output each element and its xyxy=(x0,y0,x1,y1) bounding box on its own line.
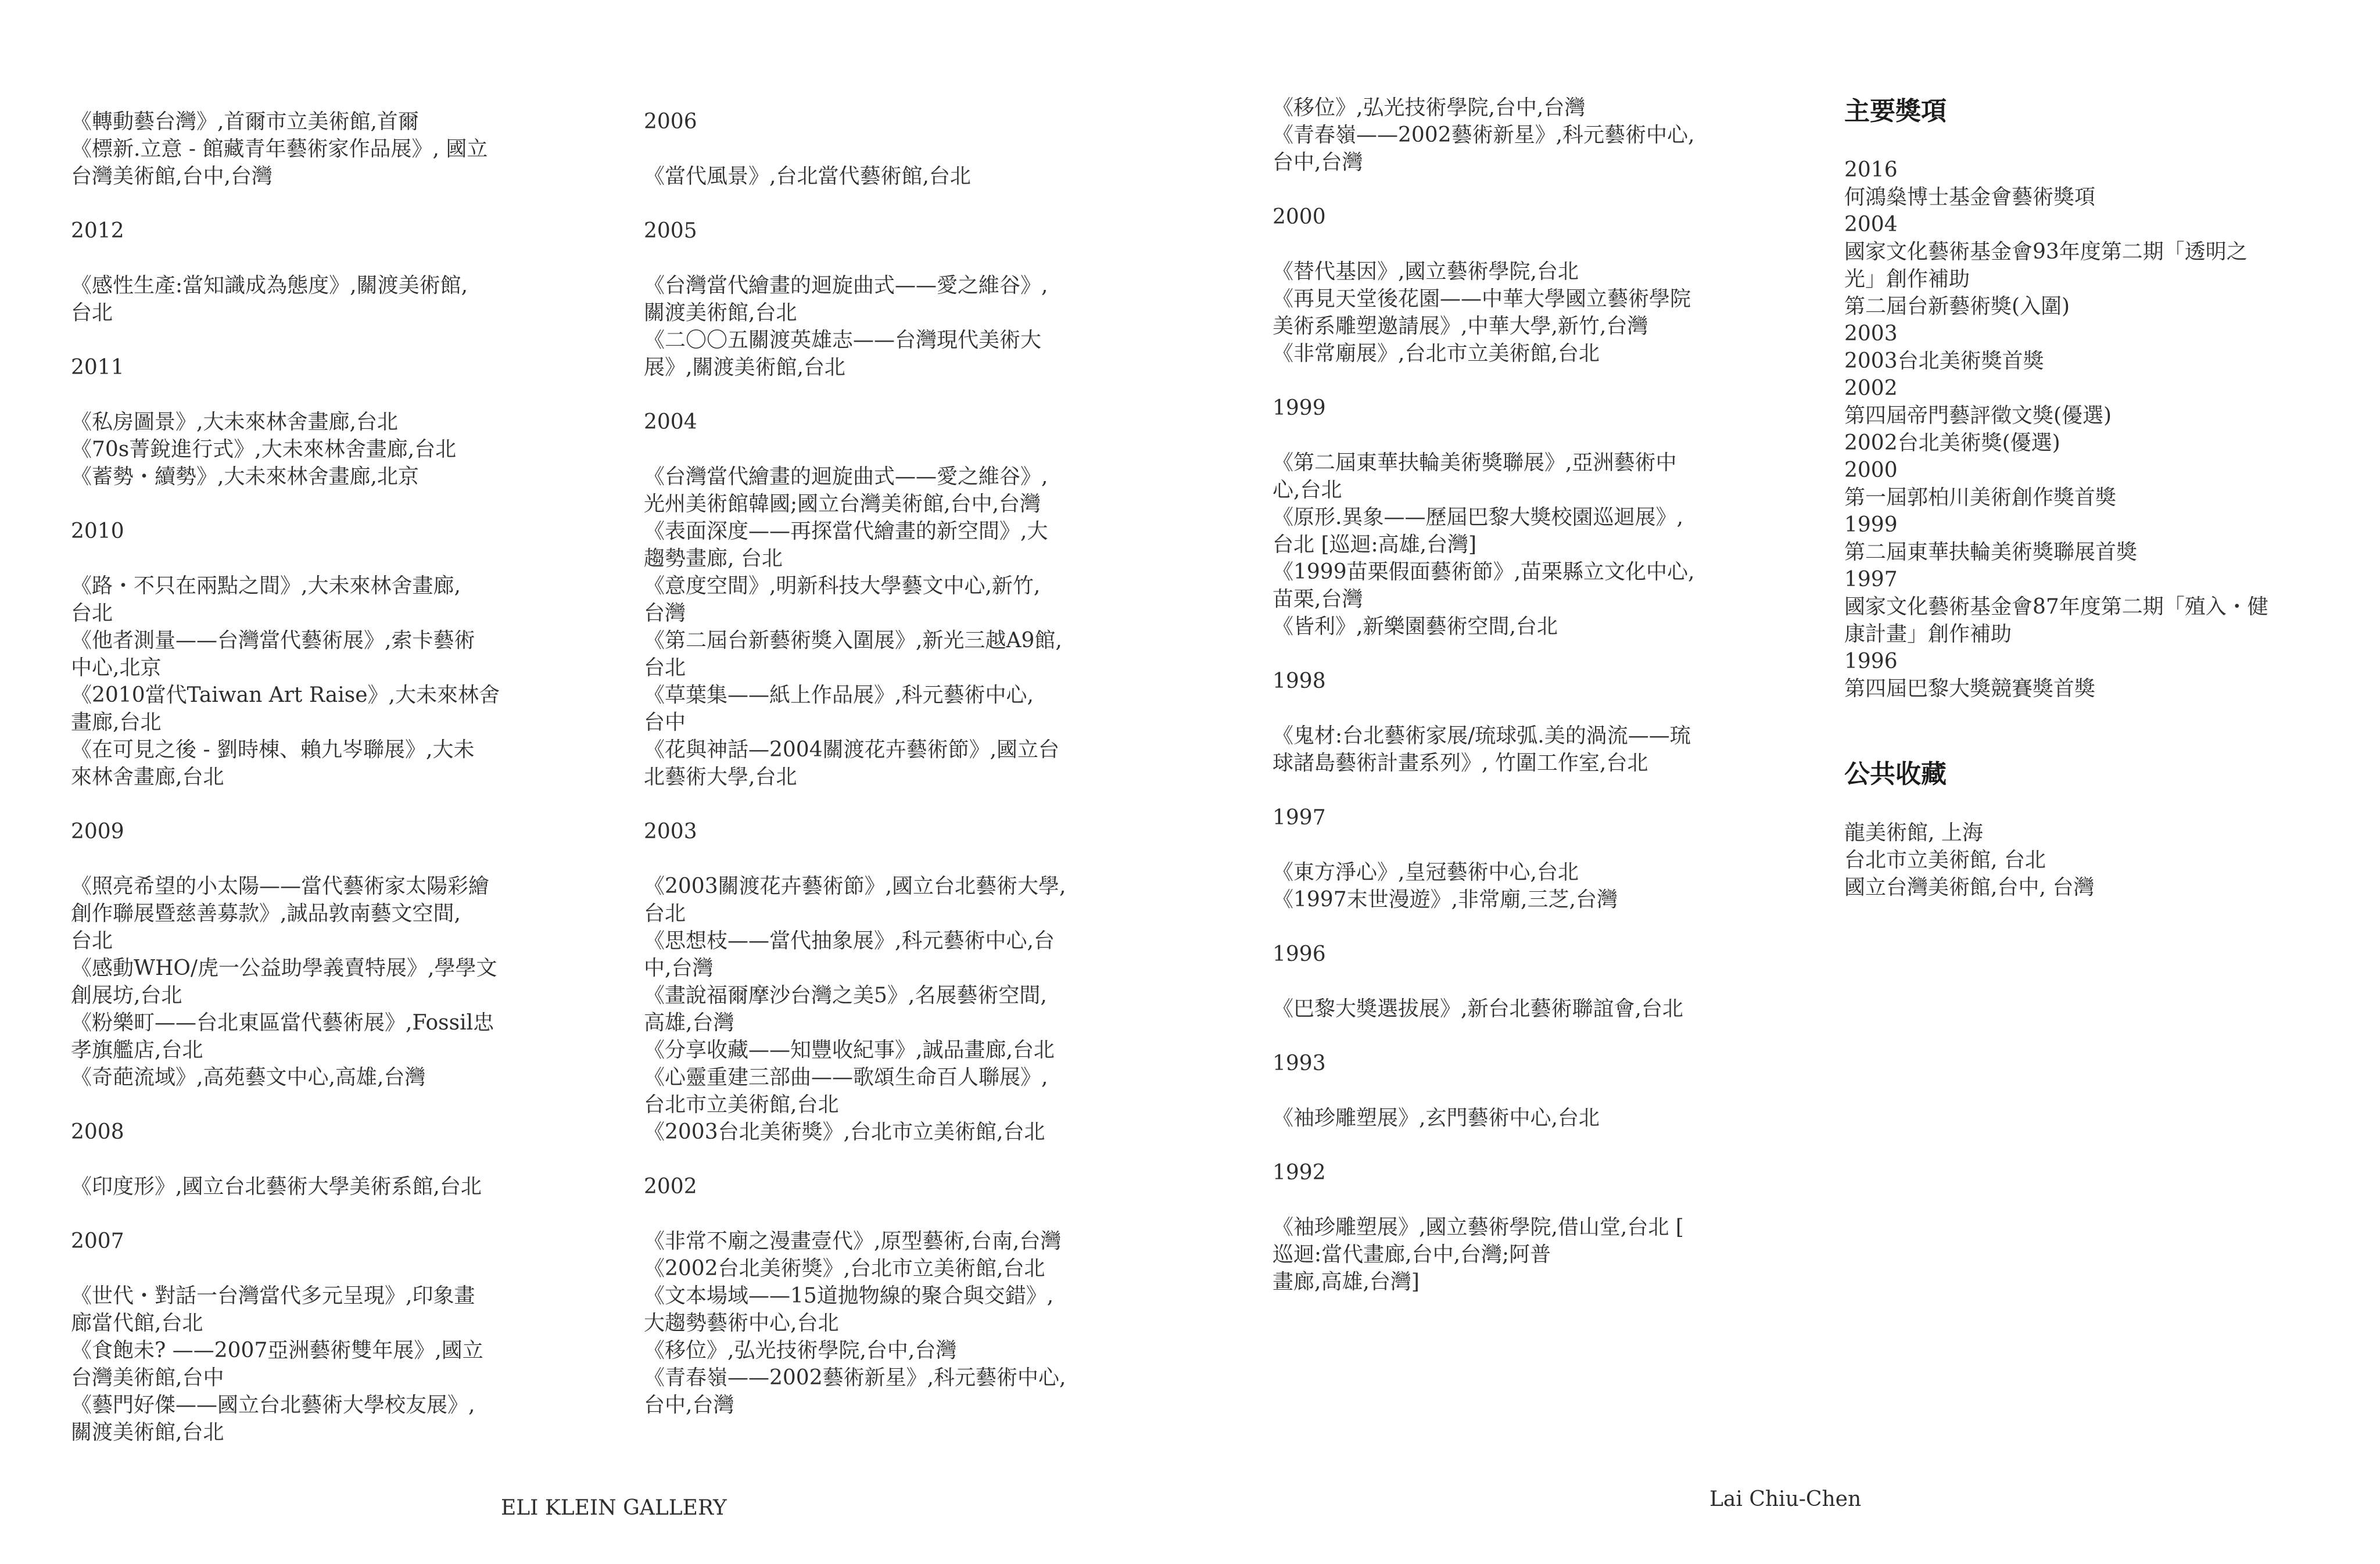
year-label: 2000 xyxy=(1273,205,1326,229)
list-entry: 《青春嶺——2002藝術新星》,科元藝術中心, xyxy=(1273,123,1695,147)
spacer xyxy=(71,845,530,873)
list-entry: 《私房圖景》,大未來林舍畫廊,台北 xyxy=(71,410,398,434)
list-entry: 《心靈重建三部曲——歌頌生命百人聯展》, xyxy=(644,1066,1048,1089)
list-entry: 《替代基因》,國立藝術學院,台北 xyxy=(1273,260,1579,284)
list-entry: 《印度形》,國立台北藝術大學美術系館,台北 xyxy=(71,1175,482,1199)
list-entry: 畫廊,台北 xyxy=(71,711,162,734)
list-entry: 《畫說福爾摩沙台灣之美5》,名展藝術空間, xyxy=(644,984,1047,1007)
list-entry: 《轉動藝台灣》,首爾市立美術館,首爾 xyxy=(71,110,419,134)
spacer xyxy=(1273,695,1732,722)
year-label: 1997 xyxy=(1844,568,1898,591)
spacer xyxy=(1273,640,1732,668)
list-entry: 《2003關渡花卉藝術節》,國立台北藝術大學, xyxy=(644,874,1066,898)
list-entry: 《感性生產:當知識成為態度》,關渡美術館, xyxy=(71,274,468,297)
list-entry: 《第二屆台新藝術獎入圍展》,新光三越A9館, xyxy=(644,629,1062,652)
spacer xyxy=(1273,913,1732,941)
exhibition-list-column-2 xyxy=(644,108,1103,1419)
list-entry: 《草葉集——紙上作品展》,科元藝術中心, xyxy=(644,683,1034,707)
awards-heading: 主要獎項 xyxy=(1844,96,1947,126)
right-page xyxy=(1190,0,2380,1564)
year-label: 1998 xyxy=(1273,669,1326,693)
spacer xyxy=(644,1146,1103,1173)
spacer xyxy=(644,190,1103,217)
year-label: 2006 xyxy=(644,110,697,134)
list-entry: 台灣美術館,台中,台灣 xyxy=(71,164,273,188)
list-entry: 《青春嶺——2002藝術新星》,科元藝術中心, xyxy=(644,1366,1066,1390)
list-entry: 《東方淨心》,皇冠藝術中心,台北 xyxy=(1273,860,1579,884)
list-entry: 台中 xyxy=(644,711,686,734)
list-entry: 《世代・對話一台灣當代多元呈現》,印象畫 xyxy=(71,1284,475,1308)
list-entry: 《袖珍雕塑展》,玄門藝術中心,台北 xyxy=(1273,1106,1600,1130)
year-label: 2005 xyxy=(644,219,697,243)
year-label: 1993 xyxy=(1273,1052,1326,1075)
list-entry: 巡迴:當代畫廊,台中,台灣;阿普 xyxy=(1273,1243,1551,1267)
spacer xyxy=(71,381,530,408)
spacer xyxy=(644,791,1103,818)
year-label: 1997 xyxy=(1273,806,1326,830)
year-label: 2011 xyxy=(71,356,124,379)
spacer xyxy=(71,490,530,518)
list-entry: 台灣 xyxy=(644,601,686,625)
spacer xyxy=(644,245,1103,272)
list-entry: 球諸島藝術計畫系列》, 竹圍工作室,台北 xyxy=(1273,751,1648,775)
spacer xyxy=(1273,968,1732,995)
spacer xyxy=(71,190,530,217)
list-entry: 台北 xyxy=(71,929,113,953)
list-entry: 第二屆台新藝術獎(入圍) xyxy=(1844,295,2070,318)
list-entry: 康計畫」創作補助 xyxy=(1844,622,2012,646)
list-entry: 《台灣當代繪畫的迴旋曲式——愛之維谷》, xyxy=(644,274,1048,297)
list-entry: 《感動WHO/虎一公益助學義賣特展》,學學文 xyxy=(71,956,497,980)
list-entry: 台北 [巡迴:高雄,台灣] xyxy=(1273,533,1477,557)
list-entry: 《非常廟展》,台北市立美術館,台北 xyxy=(1273,342,1600,365)
list-entry: 關渡美術館,台北 xyxy=(71,1420,224,1444)
list-entry: 創展坊,台北 xyxy=(71,984,182,1007)
awards-collections-column xyxy=(1844,94,2332,901)
awards-list xyxy=(1844,156,2332,702)
spacer xyxy=(71,245,530,272)
list-entry: 《2010當代Taiwan Art Raise》,大未來林舍 xyxy=(71,683,500,707)
spacer xyxy=(71,1200,530,1228)
artist-name-footer: Lai Chiu-Chen xyxy=(1709,1487,1862,1511)
list-entry: 第四屆巴黎大獎競賽獎首獎 xyxy=(1844,677,2096,701)
year-label: 2002 xyxy=(644,1175,697,1199)
list-entry: 高雄,台灣 xyxy=(644,1011,734,1035)
list-entry: 《1997末世漫遊》,非常廟,三芝,台灣 xyxy=(1273,888,1618,912)
list-entry: 展》,關渡美術館,台北 xyxy=(644,356,845,379)
list-entry: 《路・不只在兩點之間》,大未來林舍畫廊, xyxy=(71,574,461,598)
list-entry: 《皆利》,新樂園藝術空間,台北 xyxy=(1273,615,1558,638)
list-entry: 廊當代館,台北 xyxy=(71,1311,203,1335)
year-label: 2003 xyxy=(644,820,697,844)
list-entry: 《袖珍雕塑展》,國立藝術學院,借山堂,台北 [ xyxy=(1273,1215,1684,1239)
list-entry: 台中,台灣 xyxy=(1273,150,1363,174)
spacer xyxy=(644,381,1103,408)
collections-list xyxy=(1844,819,2332,901)
gallery-footer: ELI KLEIN GALLERY xyxy=(501,1496,727,1520)
year-label: 1999 xyxy=(1844,513,1898,537)
list-entry: 《花與神話—2004關渡花卉藝術節》,國立台 xyxy=(644,738,1060,762)
year-label: 2004 xyxy=(644,410,697,434)
list-entry: 《1999苗栗假面藝術節》,苗栗縣立文化中心, xyxy=(1273,560,1695,584)
list-entry: 孝旗艦店,台北 xyxy=(71,1038,203,1062)
list-entry: 《2003台北美術獎》,台北市立美術館,台北 xyxy=(644,1120,1045,1144)
year-label: 2002 xyxy=(1844,376,1898,400)
spacer xyxy=(1273,1186,1732,1214)
list-entry: 台灣美術館,台中 xyxy=(71,1366,224,1390)
list-entry: 大趨勢藝術中心,台北 xyxy=(644,1311,839,1335)
list-entry: 《標新.立意 - 館藏青年藝術家作品展》, 國立 xyxy=(71,137,488,161)
exhibition-list-column-1 xyxy=(71,108,530,1446)
spacer xyxy=(1273,777,1732,804)
list-entry: 《非常不廟之漫畫壹代》,原型藝術,台南,台灣 xyxy=(644,1229,1062,1253)
list-entry: 第一屆郭柏川美術創作獎首獎 xyxy=(1844,486,2117,510)
spacer xyxy=(1273,1023,1732,1050)
list-entry: 《二〇〇五關渡英雄志——台灣現代美術大 xyxy=(644,328,1042,352)
year-label: 2008 xyxy=(71,1120,124,1144)
year-label: 1996 xyxy=(1844,650,1898,673)
list-entry: 《蓄勢・續勢》,大未來林舍畫廊,北京 xyxy=(71,465,419,489)
year-label: 1992 xyxy=(1273,1161,1326,1185)
spacer xyxy=(1273,831,1732,859)
list-entry: 《藝門好傑——國立台北藝術大學校友展》, xyxy=(71,1393,475,1417)
list-entry: 《當代風景》,台北當代藝術館,台北 xyxy=(644,164,971,188)
collections-heading: 公共收藏 xyxy=(1844,759,1947,789)
list-entry: 龍美術館, 上海 xyxy=(1844,821,1983,845)
list-entry: 《移位》,弘光技術學院,台中,台灣 xyxy=(1273,96,1586,120)
year-label: 2007 xyxy=(71,1229,124,1253)
spacer xyxy=(1273,1132,1732,1159)
exhibition-list-column-3 xyxy=(1273,94,1732,1296)
list-entry: 《巴黎大獎選拔展》,新台北藝術聯誼會,台北 xyxy=(1273,997,1683,1021)
spacer xyxy=(71,1146,530,1173)
year-label: 2012 xyxy=(71,219,124,243)
list-entry: 第四屆帝門藝評徵文獎(優選) xyxy=(1844,404,2112,428)
list-entry: 2002台北美術獎(優選) xyxy=(1844,431,2060,455)
year-label: 2000 xyxy=(1844,458,1898,482)
list-entry: 《文本場域——15道拋物線的聚合與交錯》, xyxy=(644,1284,1054,1308)
list-entry: 《粉樂町——台北東區當代藝術展》,Fossil忠 xyxy=(71,1011,494,1035)
list-entry: 何鴻燊博士基金會藝術獎項 xyxy=(1844,185,2096,209)
spacer xyxy=(1273,367,1732,394)
list-entry: 台北 xyxy=(71,301,113,325)
list-entry: 光」創作補助 xyxy=(1844,267,1970,291)
spacer xyxy=(71,545,530,572)
year-label: 1999 xyxy=(1273,396,1326,420)
spacer xyxy=(644,1200,1103,1228)
list-entry: 心,台北 xyxy=(1273,478,1342,502)
list-entry: 《思想枝——當代抽象展》,科元藝術中心,台 xyxy=(644,929,1055,953)
spacer xyxy=(71,791,530,818)
spacer xyxy=(644,845,1103,873)
list-entry: 《原形.異象——歷屆巴黎大獎校園巡迴展》, xyxy=(1273,505,1683,529)
spacer xyxy=(71,1255,530,1282)
list-entry: 《食飽未? ——2007亞洲藝術雙年展》,國立 xyxy=(71,1339,483,1362)
list-entry: 《意度空間》,明新科技大學藝文中心,新竹, xyxy=(644,574,1041,598)
list-entry: 《移位》,弘光技術學院,台中,台灣 xyxy=(644,1339,957,1362)
list-entry: 創作聯展暨慈善募款》,誠品敦南藝文空間, xyxy=(71,902,461,926)
list-entry: 畫廊,高雄,台灣] xyxy=(1273,1270,1420,1294)
list-entry: 台北市立美術館, 台北 xyxy=(1844,848,2046,872)
spacer xyxy=(644,436,1103,463)
year-label: 2010 xyxy=(71,519,124,543)
list-entry: 第二屆東華扶輪美術獎聯展首獎 xyxy=(1844,540,2138,564)
list-entry: 台北 xyxy=(71,601,113,625)
list-entry: 《照亮希望的小太陽——當代藝術家太陽彩繪 xyxy=(71,874,490,898)
list-entry: 《分享收藏——知豐收紀事》,誠品畫廊,台北 xyxy=(644,1038,1055,1062)
list-entry: 《他者測量——台灣當代藝術展》,索卡藝術 xyxy=(71,629,475,652)
list-entry: 中,台灣 xyxy=(644,956,714,980)
list-entry: 光州美術館韓國;國立台灣美術館,台中,台灣 xyxy=(644,492,1041,516)
list-entry: 2003台北美術獎首獎 xyxy=(1844,349,2044,373)
list-entry: 《2002台北美術獎》,台北市立美術館,台北 xyxy=(644,1257,1045,1280)
list-entry: 關渡美術館,台北 xyxy=(644,301,797,325)
list-entry: 美術系雕塑邀請展》,中華大學,新竹,台灣 xyxy=(1273,314,1648,338)
list-entry: 中心,北京 xyxy=(71,656,162,680)
list-entry: 《在可見之後 - 劉時棟、賴九岑聯展》,大未 xyxy=(71,738,475,762)
list-entry: 國家文化藝術基金會93年度第二期「透明之 xyxy=(1844,240,2248,264)
list-entry: 台北市立美術館,台北 xyxy=(644,1093,839,1117)
spacer xyxy=(1273,422,1732,449)
list-entry: 《再見天堂後花園——中華大學國立藝術學院 xyxy=(1273,287,1691,311)
spacer xyxy=(644,135,1103,163)
year-label: 2003 xyxy=(1844,322,1898,346)
spacer xyxy=(71,1091,530,1118)
year-label: 2016 xyxy=(1844,158,1898,182)
spacer xyxy=(71,327,530,354)
list-entry: 《第二屆東華扶輪美術獎聯展》,亞洲藝術中 xyxy=(1273,451,1677,475)
list-entry: 國立台灣美術館,台中, 台灣 xyxy=(1844,876,2095,899)
spacer xyxy=(1273,231,1732,258)
list-entry: 《台灣當代繪畫的迴旋曲式——愛之維谷》, xyxy=(644,465,1048,489)
list-entry: 《表面深度——再探當代繪畫的新空間》,大 xyxy=(644,519,1048,543)
list-entry: 台中,台灣 xyxy=(644,1393,734,1417)
list-entry: 台北 xyxy=(644,902,686,926)
list-entry: 苗栗,台灣 xyxy=(1273,587,1363,611)
year-label: 2009 xyxy=(71,820,124,844)
list-entry: 《鬼材:台北藝術家展/琉球弧.美的渦流——琉 xyxy=(1273,724,1691,748)
year-label: 2004 xyxy=(1844,213,1898,236)
spacer xyxy=(1273,1077,1732,1104)
list-entry: 《奇葩流域》,高苑藝文中心,高雄,台灣 xyxy=(71,1066,426,1089)
list-entry: 台北 xyxy=(644,656,686,680)
list-entry: 趨勢畫廊, 台北 xyxy=(644,547,783,571)
year-label: 1996 xyxy=(1273,942,1326,966)
spacer xyxy=(1273,176,1732,203)
list-entry: 來林舍畫廊,台北 xyxy=(71,765,224,789)
list-entry: 北藝術大學,台北 xyxy=(644,765,797,789)
list-entry: 國家文化藝術基金會87年度第二期「殖入・健 xyxy=(1844,595,2268,619)
list-entry: 《70s菁銳進行式》,大未來林舍畫廊,台北 xyxy=(71,437,457,461)
